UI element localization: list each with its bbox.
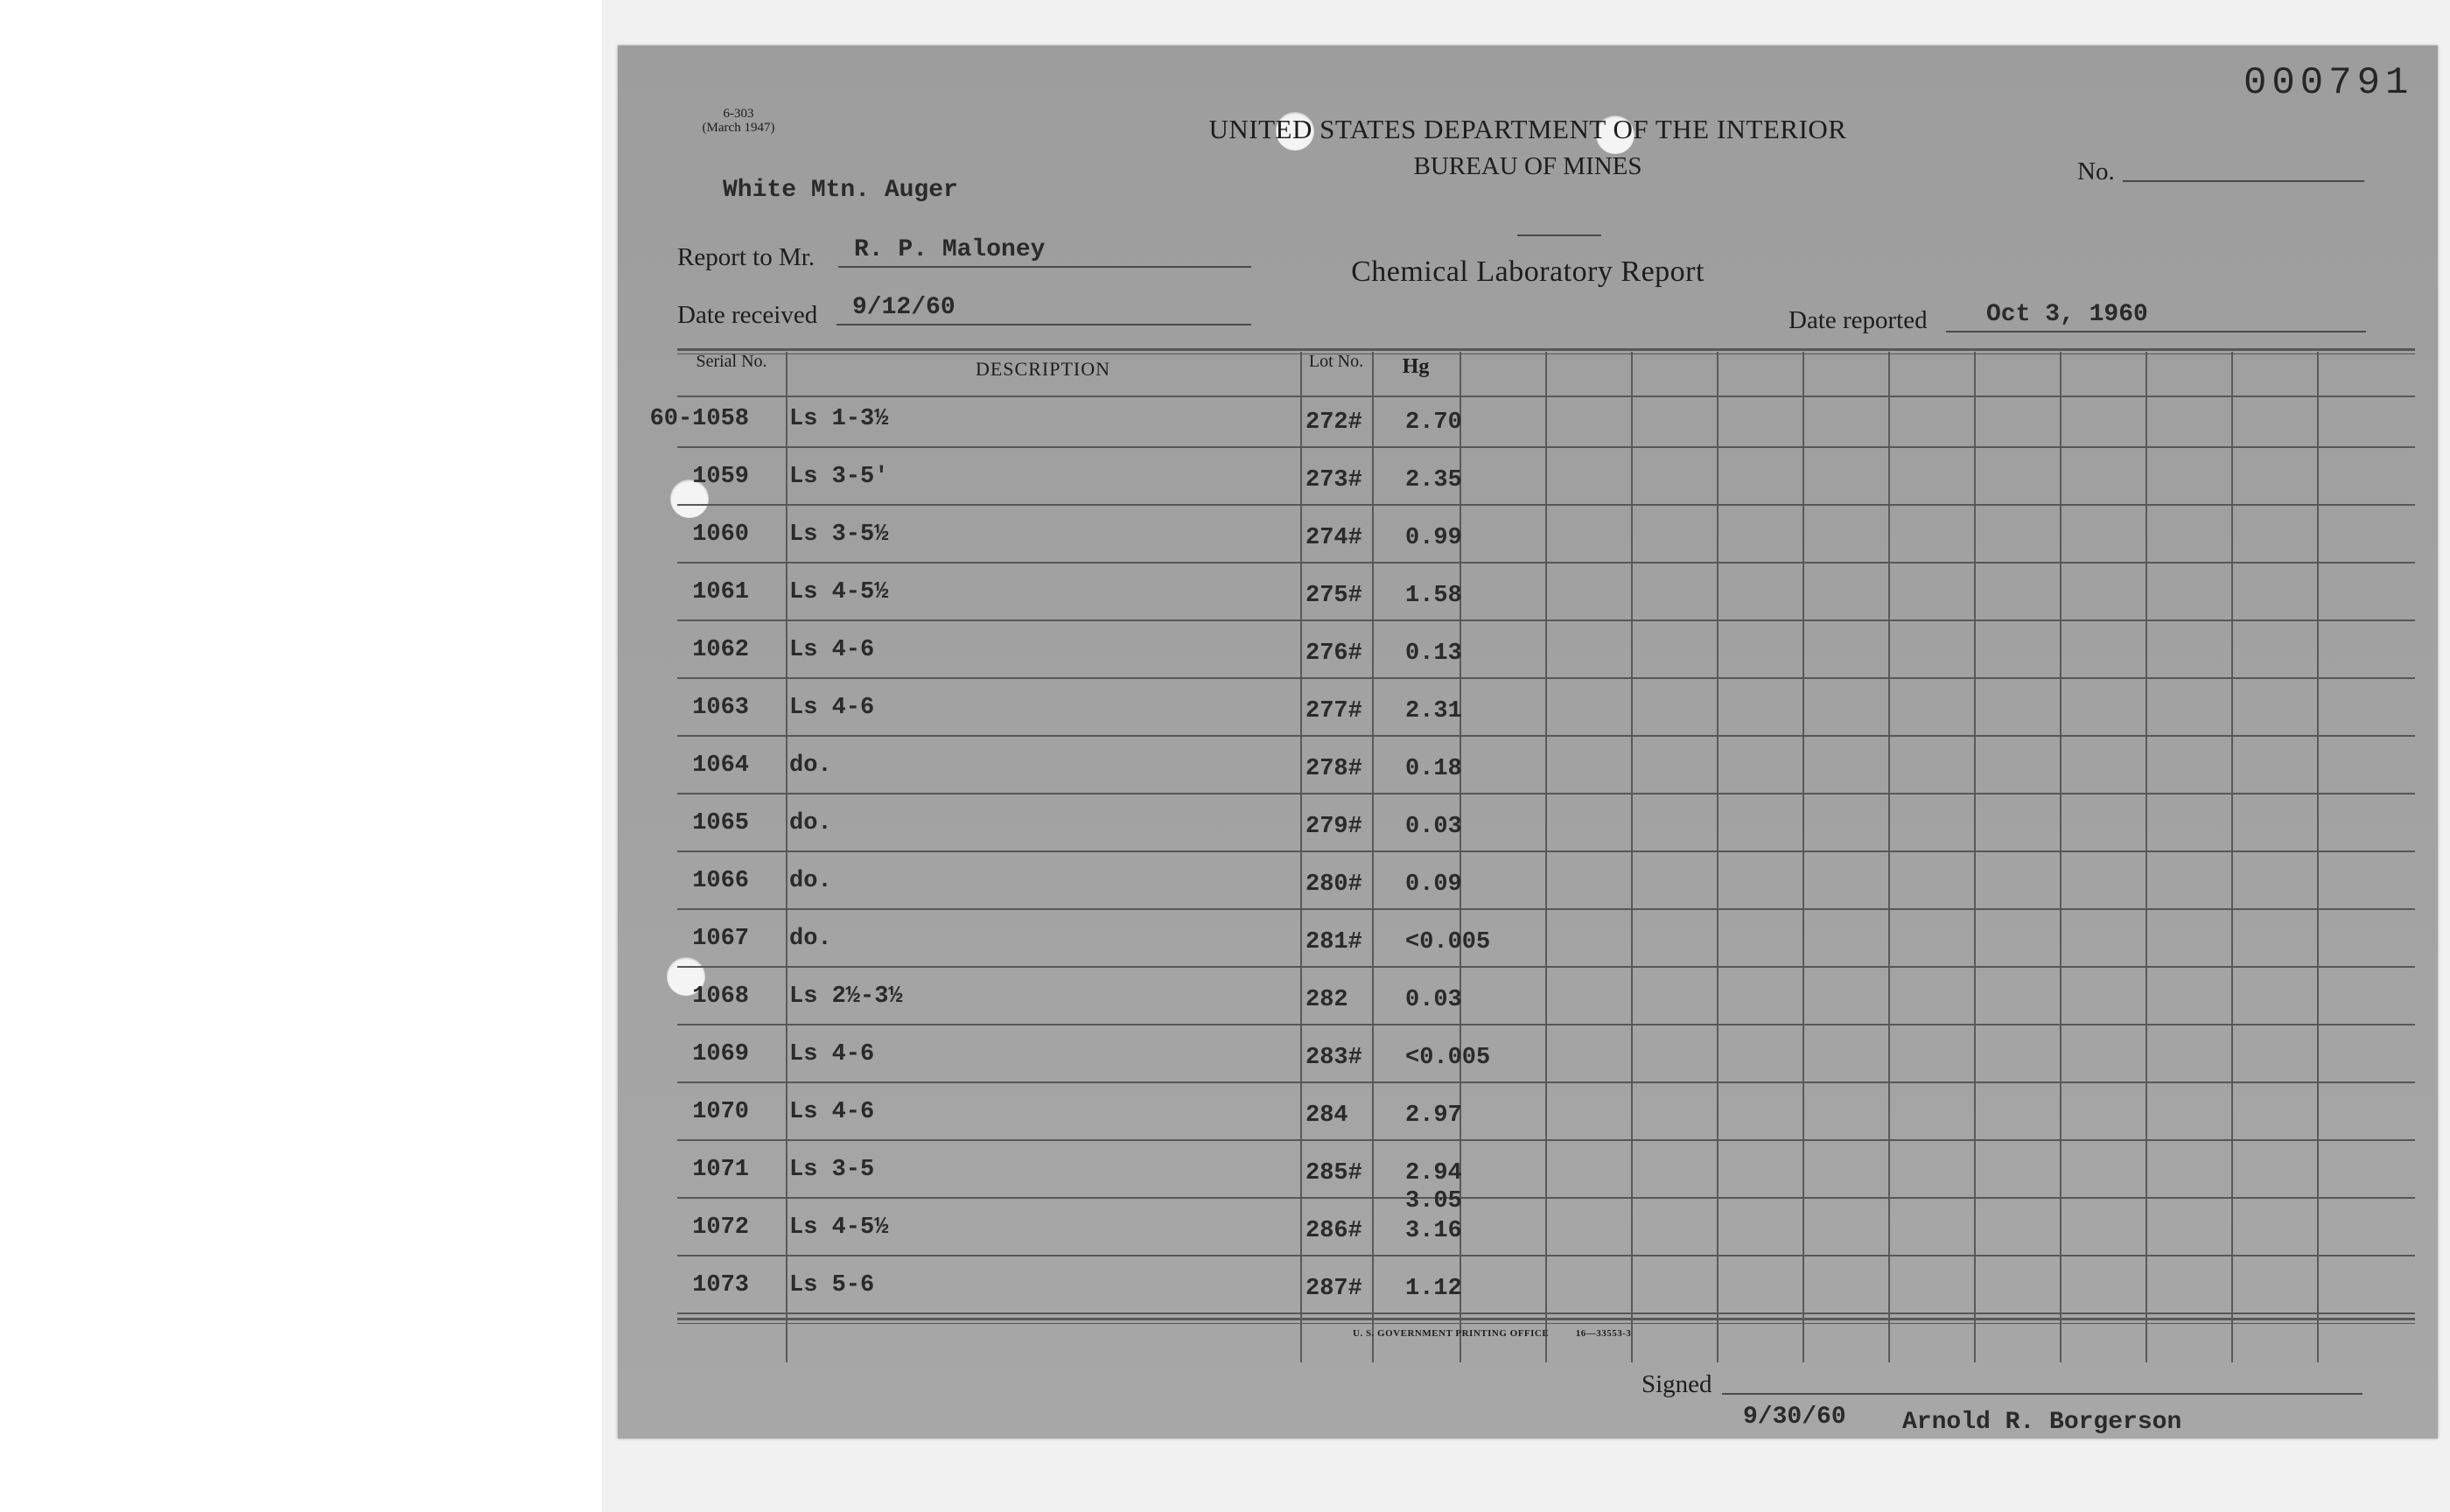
table-top-border (677, 348, 2415, 351)
table-row-rule (677, 677, 2415, 679)
mercury-value: 2.94 (1405, 1160, 1462, 1186)
mercury-value: 3.16 (1405, 1218, 1462, 1244)
table-row-rule (677, 446, 2415, 448)
sample-description: Ls 1-3½ (789, 406, 889, 432)
mercury-value: 0.13 (1405, 640, 1462, 667)
table-row-rule (677, 1139, 2415, 1141)
table-row-rule (677, 1255, 2415, 1256)
mercury-value: 0.03 (1405, 814, 1462, 840)
mercury-value: 2.70 (1405, 410, 1462, 436)
serial-number: 1067 (692, 926, 749, 952)
serial-number: 1062 (692, 637, 749, 663)
signed-date: 9/30/60 (1743, 1404, 1846, 1431)
report-title: Chemical Laboratory Report (1351, 256, 1704, 288)
date-reported-label: Date reported (1788, 306, 1928, 334)
serial-number: 1064 (692, 752, 749, 779)
form-code-number: 6-303 (723, 107, 754, 121)
sample-description: Ls 5-6 (789, 1272, 875, 1298)
mercury-value: 2.35 (1405, 467, 1462, 494)
lot-number: 286# (1306, 1218, 1362, 1244)
printer-name: U. S. GOVERNMENT PRINTING OFFICE (1353, 1328, 1550, 1339)
printer-imprint (1353, 1328, 1631, 1339)
lot-number: 273# (1306, 467, 1362, 494)
serial-number: 1061 (692, 579, 749, 606)
signed-label: Signed (1642, 1370, 1712, 1398)
lot-number: 283# (1306, 1045, 1362, 1071)
sample-description: do. (789, 752, 832, 779)
lot-number: 285# (1306, 1160, 1362, 1186)
column-header-description: DESCRIPTION (975, 358, 1110, 380)
report-to-value: R. P. Maloney (854, 236, 1046, 263)
mercury-value: 0.09 (1405, 872, 1462, 898)
sample-description: Ls 4-6 (789, 1099, 875, 1125)
mercury-value: 0.99 (1405, 525, 1462, 551)
table-row-rule (677, 1024, 2415, 1026)
lot-number: 274# (1306, 525, 1362, 551)
date-received-line (836, 324, 1251, 326)
serial-number: 1071 (692, 1157, 749, 1183)
table-row-rule (677, 1082, 2415, 1083)
serial-number: 60-1058 (649, 406, 749, 432)
serial-number: 1065 (692, 810, 749, 836)
table-row-rule (677, 850, 2415, 852)
bureau-heading: BUREAU OF MINES (1413, 152, 1642, 180)
lot-number: 279# (1306, 814, 1362, 840)
serial-number: 1072 (692, 1214, 749, 1241)
mercury-value: 0.03 (1405, 987, 1462, 1013)
serial-number: 1059 (692, 464, 749, 490)
sample-description: Ls 4-5½ (789, 1214, 889, 1241)
sample-description: do. (789, 810, 832, 836)
form-edition: (March 1947) (702, 121, 775, 135)
sample-description: Ls 3-5 (789, 1157, 875, 1183)
lot-number: 280# (1306, 872, 1362, 898)
table-row-rule (677, 1312, 2415, 1314)
serial-number: 1070 (692, 1099, 749, 1125)
serial-number: 1069 (692, 1041, 749, 1068)
table-row-rule (677, 620, 2415, 621)
lot-number: 282 (1306, 987, 1348, 1013)
signer-name: Arnold R. Borgerson (1902, 1409, 2182, 1436)
table-row-rule (677, 966, 2415, 968)
lot-number: 275# (1306, 583, 1362, 609)
date-received-label: Date received (677, 301, 818, 329)
table-row-rule (677, 908, 2415, 910)
form-code (677, 107, 800, 135)
lot-number: 276# (1306, 640, 1362, 667)
table-row-rule (677, 1197, 2415, 1199)
sample-description: Ls 4-5½ (789, 579, 889, 606)
lot-number: 281# (1306, 929, 1362, 956)
department-heading: UNITED STATES DEPARTMENT OF THE INTERIOR (1208, 114, 1847, 144)
serial-number: 1068 (692, 984, 749, 1010)
report-to-label: Report to Mr. (677, 243, 816, 271)
serial-number: 1060 (692, 522, 749, 548)
column-header-hg: Hg (1402, 355, 1430, 378)
number-label: No. (2077, 158, 2115, 186)
printer-code: 16—33553-3 (1575, 1328, 1632, 1339)
date-received-value: 9/12/60 (852, 294, 956, 321)
column-header-lot: Lot No. (1308, 352, 1364, 371)
date-reported-line (1946, 331, 2366, 332)
lot-number: 284 (1306, 1102, 1348, 1129)
sample-description: Ls 4-6 (789, 695, 875, 721)
column-header-serial: Serial No. (696, 352, 767, 371)
mercury-value: 2.31 (1405, 698, 1462, 724)
project-name: White Mtn. Auger (723, 177, 958, 204)
serial-number: 1063 (692, 695, 749, 721)
serial-number: 1073 (692, 1272, 749, 1298)
lab-report-sheet (618, 46, 2438, 1438)
table-row-rule (677, 562, 2415, 564)
lot-number: 272# (1306, 410, 1362, 436)
mercury-value: 1.12 (1405, 1276, 1462, 1302)
mercury-value-repeat: 3.05 (1405, 1188, 1462, 1214)
sample-description: Ls 4-6 (789, 637, 875, 663)
sample-description: Ls 2½-3½ (789, 984, 903, 1010)
serial-number: 1066 (692, 868, 749, 894)
table-row-rule (677, 793, 2415, 794)
table-row-rule (677, 735, 2415, 737)
mercury-value: <0.005 (1405, 1045, 1491, 1071)
lot-number: 278# (1306, 756, 1362, 782)
sample-description: Ls 3-5½ (789, 522, 889, 548)
mercury-value: <0.005 (1405, 929, 1491, 956)
lot-number: 287# (1306, 1276, 1362, 1302)
date-reported-value: Oct 3, 1960 (1986, 301, 2148, 328)
mercury-value: 0.18 (1405, 756, 1462, 782)
mercury-value: 2.97 (1405, 1102, 1462, 1129)
document-number: 000791 (2244, 61, 2414, 105)
report-to-line (838, 266, 1251, 268)
lot-number: 277# (1306, 698, 1362, 724)
signature-line (1722, 1393, 2362, 1395)
heading-divider (1517, 234, 1601, 236)
sample-description: Ls 4-6 (789, 1041, 875, 1068)
mercury-value: 1.58 (1405, 583, 1462, 609)
sample-description: do. (789, 926, 832, 952)
sample-description: Ls 3-5' (789, 464, 889, 490)
table-row-rule (677, 504, 2415, 506)
number-line (2123, 180, 2364, 182)
sample-description: do. (789, 868, 832, 894)
